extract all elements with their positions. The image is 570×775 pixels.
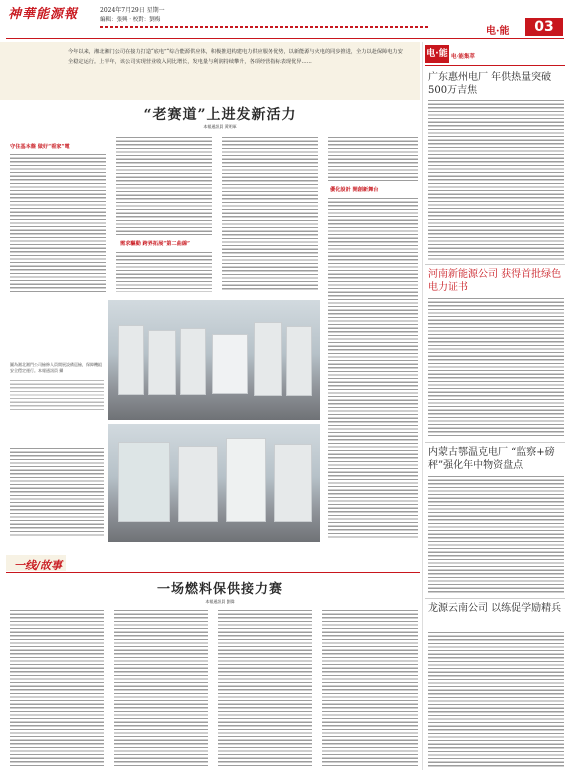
brief-text <box>428 476 564 594</box>
article-text <box>116 252 212 292</box>
lead-byline: 本報通訊員 黃明軍 <box>203 124 237 129</box>
masthead <box>0 0 570 42</box>
column-tag-box <box>6 555 66 571</box>
page-number: 03 <box>525 18 563 36</box>
digest-badge: 电·能 <box>425 45 449 63</box>
brief-headline-4: 龙源云南公司 以练促学励精兵 <box>428 603 562 614</box>
article-text <box>10 610 104 768</box>
digest-label: 电·能集萃 <box>451 54 475 60</box>
subhead-2: 需求驅動 跨界拓展“第二曲線” <box>120 241 191 247</box>
bottom-headline: 一场燃料保供接力赛 <box>156 582 283 597</box>
article-text <box>114 610 208 768</box>
equipment-cabinet <box>286 326 312 396</box>
equipment-cabinet <box>178 446 218 522</box>
column-divider <box>422 42 423 770</box>
lead-photo <box>108 424 320 542</box>
brief-headline-2: 河南新能源公司 获得首批绿色电力证书 <box>428 269 562 293</box>
brief-divider <box>425 598 565 599</box>
subhead-1: 守住基本盤 做好“看家”電 <box>10 144 70 150</box>
brief-headline-3: 内蒙古鄂温克电厂 “监察+磅秤”强化年中物资盘点 <box>428 447 555 471</box>
equipment-cabinet <box>118 325 144 395</box>
equipment-cabinet <box>118 442 170 522</box>
lead-photo <box>108 300 320 420</box>
brief-text <box>428 298 564 438</box>
brief-text <box>428 100 564 260</box>
brief-headline-1: 广东惠州电厂 年供热量突破500万吉焦 <box>428 72 552 96</box>
subhead-3: 優化設計 開創新舞台 <box>330 187 379 193</box>
photo-caption: 圖為湘北湘門公司檢修人員開展設備巡檢，保障機組安全穩定運行。本報通訊員 攝 <box>10 362 102 373</box>
newspaper-logo: 神華能源報 <box>8 7 79 22</box>
masthead-rule <box>6 38 564 39</box>
lead-headline: “老赛道”上进发新活力 <box>143 107 297 123</box>
editor-info: 編輯：張興 · 校對：劉梅 <box>100 17 161 23</box>
equipment-cabinet <box>226 438 266 522</box>
article-text <box>10 448 104 536</box>
equipment-cabinet <box>254 322 282 396</box>
brief-divider <box>425 264 565 265</box>
bottom-byline: 本報通訊員 劉偉 <box>205 599 235 604</box>
article-text <box>222 137 318 292</box>
article-text <box>322 610 418 768</box>
brief-text <box>428 632 564 768</box>
masthead-stripe <box>100 26 430 28</box>
article-text <box>218 610 312 768</box>
brief-divider <box>425 442 565 443</box>
equipment-cabinet <box>180 328 206 395</box>
equipment-cabinet <box>274 444 312 522</box>
article-text <box>328 137 418 181</box>
intro-text: 今年以来，湘北湘门公司在接力打造“底电”“综合能源供应体，积极推进构建电力供应服务优势，以新能源与火电的同步推进，全力以赴保障电力安全稳定运行。上半年，该公司实现营业收入同比增长，发电量与利润持续攀升，各项经营指标表现优异…… <box>68 49 403 65</box>
column-tag: 一线/故事 <box>14 559 63 572</box>
equipment-cabinet <box>148 330 176 395</box>
issue-weekday: 星期一 <box>146 7 165 14</box>
digest-rule <box>425 65 565 66</box>
section-name: 电·能 <box>486 26 510 37</box>
article-text <box>10 154 106 292</box>
equipment-cabinet <box>212 334 248 394</box>
article-text <box>116 137 212 235</box>
bottom-rule <box>6 572 420 573</box>
intro-box <box>0 42 420 100</box>
article-text <box>328 198 418 538</box>
photo-caption-text <box>10 380 104 410</box>
issue-date: 2024年7月29日 <box>100 7 145 14</box>
